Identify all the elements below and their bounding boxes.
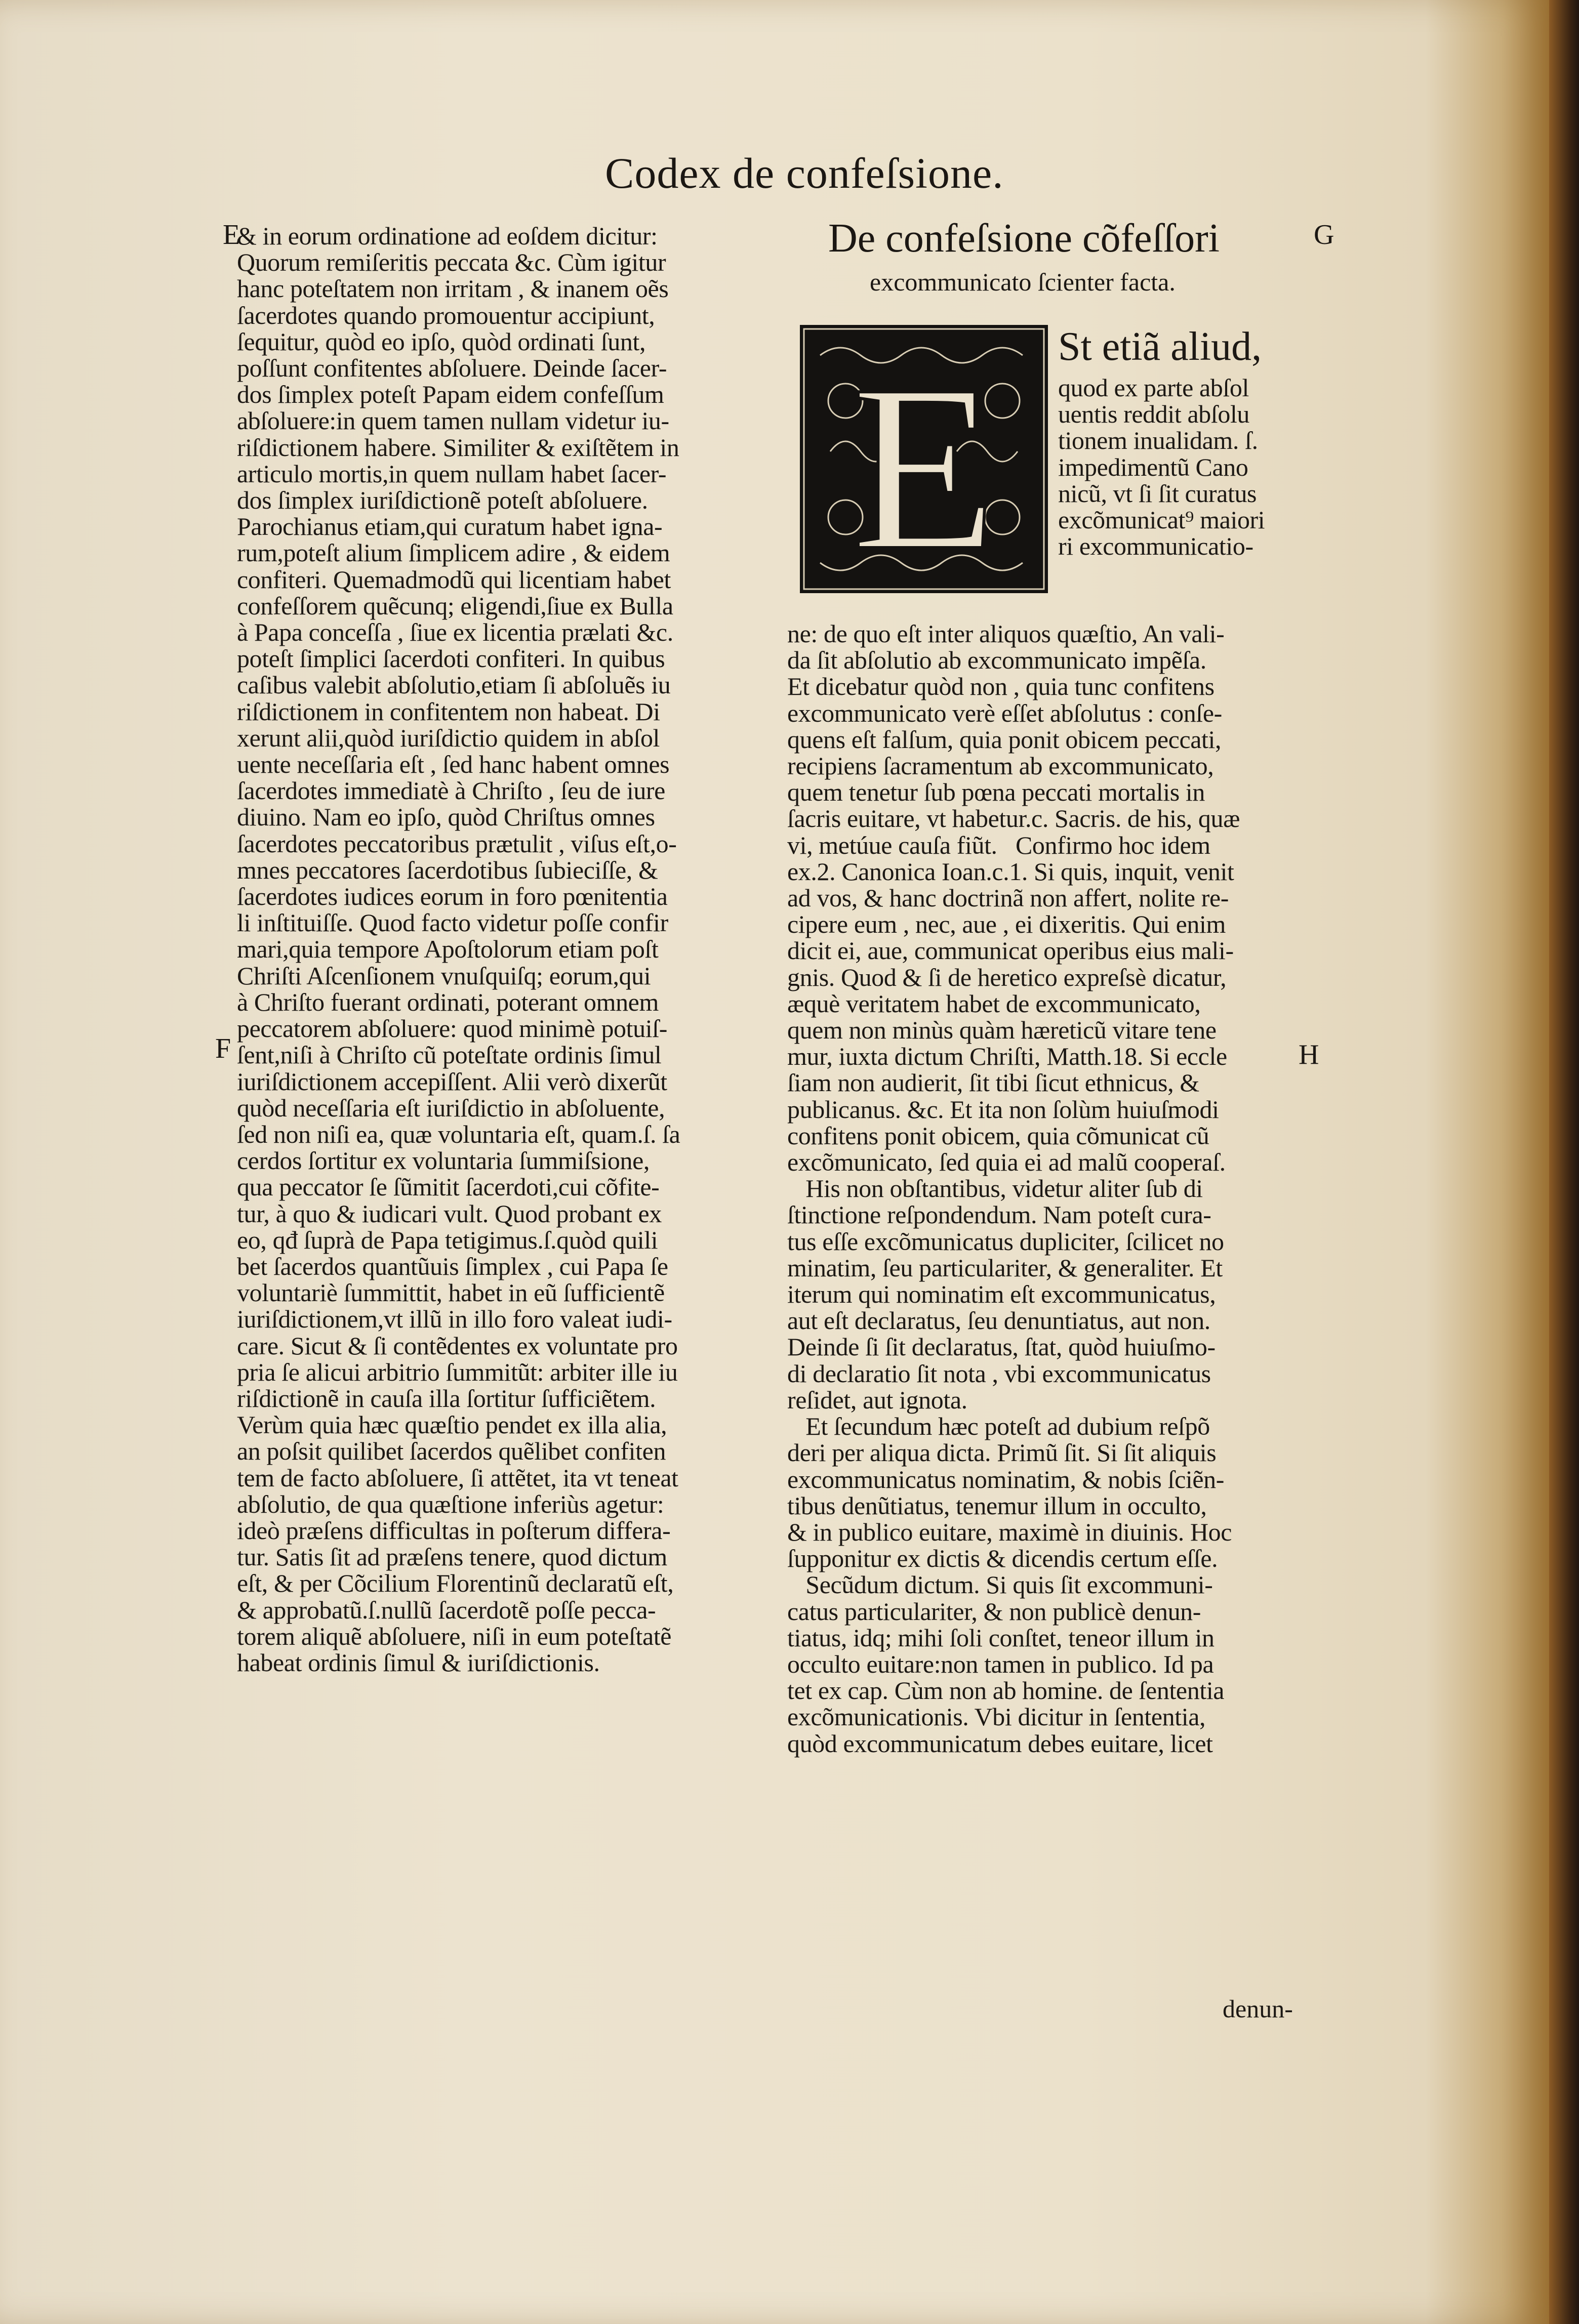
section-heading: De confeſsione cõfeſſori [828,216,1220,261]
catchword: denun- [1223,1995,1293,2023]
text-line: diuino. Nam eo ipſo, quòd Chriſtus omnes [237,803,655,832]
text-line: ſacerdotes quando promouentur accipiunt, [237,301,655,329]
text-line: xerunt alii,quòd iuriſdictio quidem in abſol [237,723,660,752]
text-line: Deinde ſi ſit declaratus, ſtat, quòd huiuſmo- [787,1333,1216,1361]
text-line: poſſunt confitentes abſoluere. Deinde ſacer- [237,354,667,383]
text-line: Secũdum dictum. Si quis ſit excommuni- [787,1570,1213,1599]
text-line: qua peccator ſe ſũmitit ſacerdoti,cui cõfite- [237,1173,660,1201]
right-column-text [787,620,1319,1757]
text-line: excõmunicationis. Vbi dicitur in ſententia, [787,1703,1206,1731]
text-line: tur. Satis ſit ad præſens tenere, quod dictum [237,1543,667,1571]
text-line: Parochianus etiam,qui curatum habet ignа- [237,512,663,541]
text-line: dicit ei, aue, communicat operibus eius mali- [787,936,1234,965]
text-line: & approbatũ.ſ.nullũ ſacerdotẽ poſſe pecca- [237,1595,656,1624]
text-line: Et ſecundum hæc poteſt ad dubium reſpõ [787,1412,1210,1441]
text-line: mari,quia tempore Apoſtolorum etiam poſt [237,935,659,964]
text-line: quem tenetur ſub pœna peccati mortalis in [787,778,1205,807]
text-line: ideò præſens difficultas in poſterum differa- [237,1516,671,1545]
text-line: iuriſdictionem,vt illũ in illo foro valeat iudi- [237,1305,672,1334]
text-line: æquè veritatem habet de excommunicato, [787,989,1201,1018]
text-line: iuriſdictionem accepiſſent. Alii verò dixerũt [237,1067,667,1096]
text-line: Verùm quia hæc quæſtio pendet ex illa alia, [237,1410,667,1439]
text-line: riſdictionẽ in cauſa illa ſortitur ſufficiẽtem. [237,1384,656,1413]
text-line: quem non minùs quàm hæreticũ vitare tene [787,1016,1217,1045]
intro-first-line: St etiã aliud, [1058,324,1262,369]
text-line: dos ſimplex poteſt Papam eidem confeſſum [237,380,664,409]
text-line: tibus denũtiatus, tenemur illum in occulto, [787,1491,1207,1520]
text-line: minatim, ſeu particulariter, & generaliter. Et [787,1253,1223,1282]
text-line: habeat ordinis ſimul & iuriſdictionis. [237,1648,600,1677]
text-line: uente neceſſaria eſt , ſed hanc habent omnes [237,750,670,779]
text-line: à Chriſto fuerant ordinati, poterant omnem [237,987,659,1016]
text-line: Quorum remiſeritis peccata &c. Cùm igitur [237,248,666,277]
text-line: ſacerdotes immediatè à Chriſto , ſeu de iure [237,776,665,805]
text-line: catus particulariter, & non publicè denun- [787,1597,1201,1626]
intro-wrap-text [1058,375,1321,559]
text-line: Et dicebatur quòd non , quia tunc confitens [787,672,1214,701]
text-line: tur, à quo & iudicari vult. Quod probant ex [237,1199,662,1228]
text-line: voluntariè ſummittit, habet in eũ ſufficientẽ [237,1278,665,1307]
text-line: poteſt ſimplici ſacerdoti confiteri. In quibus [237,644,665,673]
text-line: ſequitur, quòd eo ipſo, quòd ordinati ſunt, [237,327,646,356]
text-line: ſacerdotes iudices eorum in foro pœnitentia [237,882,668,911]
text-line: ne: de quo eſt inter aliquos quæſtio, An vali- [787,619,1225,648]
text-line: articulo mortis,in quem nullam habet ſacer- [237,459,667,488]
text-line: tet ex cap. Cùm non ab homine. de ſententia [787,1676,1225,1705]
text-line: care. Sicut & ſi contẽdentes ex voluntate pro [237,1331,678,1360]
text-line: bet ſacerdos quantũuis ſimplex , cui Papa ſe [237,1252,668,1280]
text-line: confeſſorem quẽcunq; eligendi,ſiue ex Bulla [237,591,673,620]
text-line: abſolutio, de qua quæſtione inferiùs agetur: [237,1489,664,1518]
text-line: li inſtituiſſe. Quod facto videtur poſſe confir [237,908,668,937]
text-line: recipiens ſacramentum ab excommunicato, [787,752,1214,780]
text-line: excõmunicat⁹ maiori [1058,506,1265,534]
text-line: dos ſimplex iuriſdictionẽ poteſt abſoluere. [237,486,648,515]
text-line: excommunicatus nominatim, & nobis ſciẽn- [787,1465,1225,1493]
text-line: eſt, & per Cõcilium Florentinũ declaratũ eſt, [237,1569,674,1598]
text-line: eo, qđ ſuprà de Papa tetigimus.ſ.quòd quili [237,1225,658,1254]
text-line: tem de facto abſoluere, ſi attẽtet, ita vt teneat [237,1463,678,1492]
text-line: tionem inualidam. ſ. [1058,426,1258,455]
text-line: uentis reddit abſolu [1058,400,1250,429]
text-line: confiteri. Quemadmodũ qui licentiam habet [237,565,671,594]
text-line: ſtinctione reſpondendum. Nam poteſt cura- [787,1200,1211,1229]
running-header: Codex de confeſsione. [605,149,1004,197]
text-line: riſdictionem habere. Similiter & exiſtẽtem in [237,433,679,462]
text-line: mur, iuxta dictum Chriſti, Matth.18. Si eccle [787,1042,1227,1071]
text-line: tus eſſe excõmunicatus dupliciter, ſcilicet no [787,1227,1224,1256]
text-line: excommunicato verè eſſet abſolutus : conſe- [787,698,1222,727]
text-line: Chriſti Aſcenſionem vnuſquiſq; eorum,qui [237,961,651,990]
text-line: vi, metúue cauſa fiũt. Confirmo hoc idem [787,831,1210,859]
text-line: impedimentũ Cano [1058,452,1248,481]
text-line: ad vos, & hanc doctrinã non affert, nolite re- [787,884,1229,912]
text-line: à Papa conceſſa , ſiue ex licentia prælati &c. [237,618,673,647]
margin-marker-g: G [1314,219,1334,251]
decorated-initial-e-icon [800,325,1048,593]
text-line: ſacerdotes peccatoribus prætulit , viſus eſt,o- [237,829,677,858]
text-line: nicũ, vt ſi ſit curatus [1058,479,1257,508]
text-line: iterum qui nominatim eſt excommunicatus, [787,1280,1216,1309]
book-spine [1549,0,1579,2324]
text-line: occulto euitare:non tamen in publico. Id pa [787,1649,1214,1678]
text-line: gnis. Quod & ſi de heretico expreſsè dicatur, [787,963,1227,991]
text-line: riſdictionem in confitentem non habeat. Di [237,697,660,726]
text-line: hanc poteſtatem non irritam , & inanem oẽs [237,274,669,303]
text-line: torem aliquẽ abſoluere, niſi in eum poteſtatẽ [237,1622,672,1650]
margin-marker-f: F [215,1033,231,1064]
text-line: ſent,niſi à Chriſto cũ poteſtate ordinis ſimul [237,1041,662,1069]
text-line: His non obſtantibus, videtur aliter ſub di [787,1174,1203,1203]
text-line: quod ex parte abſol [1058,374,1249,402]
text-line: ex.2. Canonica Ioan.c.1. Si quis, inquit, venit [787,857,1234,886]
text-line: quòd excommunicatum debes euitare, licet [787,1729,1213,1758]
text-line: & in eorum ordinatione ad eoſdem dicitur: [237,222,658,250]
text-line: tiatus, idq; mihi ſoli conſtet, teneor illum in [787,1623,1214,1652]
text-line: aut eſt declaratus, ſeu denuntiatus, aut non. [787,1306,1210,1335]
text-line: an poſsit quilibet ſacerdos quẽlibet confiten [237,1437,666,1466]
text-line: pria ſe alicui arbitrio ſummitũt: arbiter ille iu [237,1357,678,1386]
margin-marker-e: E [223,219,240,251]
text-line: ri excommunicatio- [1058,532,1253,561]
text-line: di declaratio ſit nota , vbi excommunicatus [787,1359,1211,1388]
text-line: publicanus. &c. Et ita non ſolùm huiuſmodi [787,1095,1219,1124]
text-line: ſed non niſi ea, quæ voluntaria eſt, quam.ſ. ſa [237,1119,680,1148]
text-line: deri per aliqua dicta. Primũ ſit. Si ſit aliquis [787,1438,1217,1467]
text-line: abſoluere:in quem tamen nullam videtur iu- [237,406,669,435]
text-line: excõmunicato, ſed quia ei ad malũ cooperaſ. [787,1148,1226,1177]
text-line: ſacris euitare, vt habetur.c. Sacris. de his, quæ [787,804,1240,833]
text-line: ſiam non audierit, ſit tibi ſicut ethnicus, & [787,1068,1199,1097]
text-line: quòd neceſſaria eſt iuriſdictio in abſoluente, [237,1093,665,1122]
text-line: mnes peccatores ſacerdotibus ſubieciſſe, & [237,855,658,884]
text-line: caſibus valebit abſolutio,etiam ſi abſoluẽs iu [237,671,671,699]
text-line: confitens ponit obicem, quia cõmunicat cũ [787,1121,1209,1150]
text-line: quens eſt falſum, quia ponit obicem peccati, [787,725,1222,754]
text-line: da ſit abſolutio ab excommunicato impẽſa. [787,646,1206,675]
text-line: cerdos ſortitur ex voluntaria ſummiſsione, [237,1146,650,1175]
text-line: peccatorem abſoluere: quod minimè potuiſ- [237,1014,667,1043]
text-line: & in publico euitare, maximè in diuinis. Hoc [787,1517,1232,1546]
initial-letter: E [851,336,997,593]
left-column-text [237,223,758,1676]
section-subheading: excommunicato ſcienter facta. [870,268,1176,296]
text-line: cipere eum , nec, aue , ei dixeritis. Qui enim [787,910,1226,939]
text-line: reſidet, aut ignota. [787,1385,967,1414]
text-line: rum,poteſt alium ſimplicem adire , & eidem [237,538,670,567]
margin-marker-h: H [1299,1039,1319,1070]
text-line: ſupponitur ex dictis & dicendis certum eſſe. [787,1544,1218,1573]
